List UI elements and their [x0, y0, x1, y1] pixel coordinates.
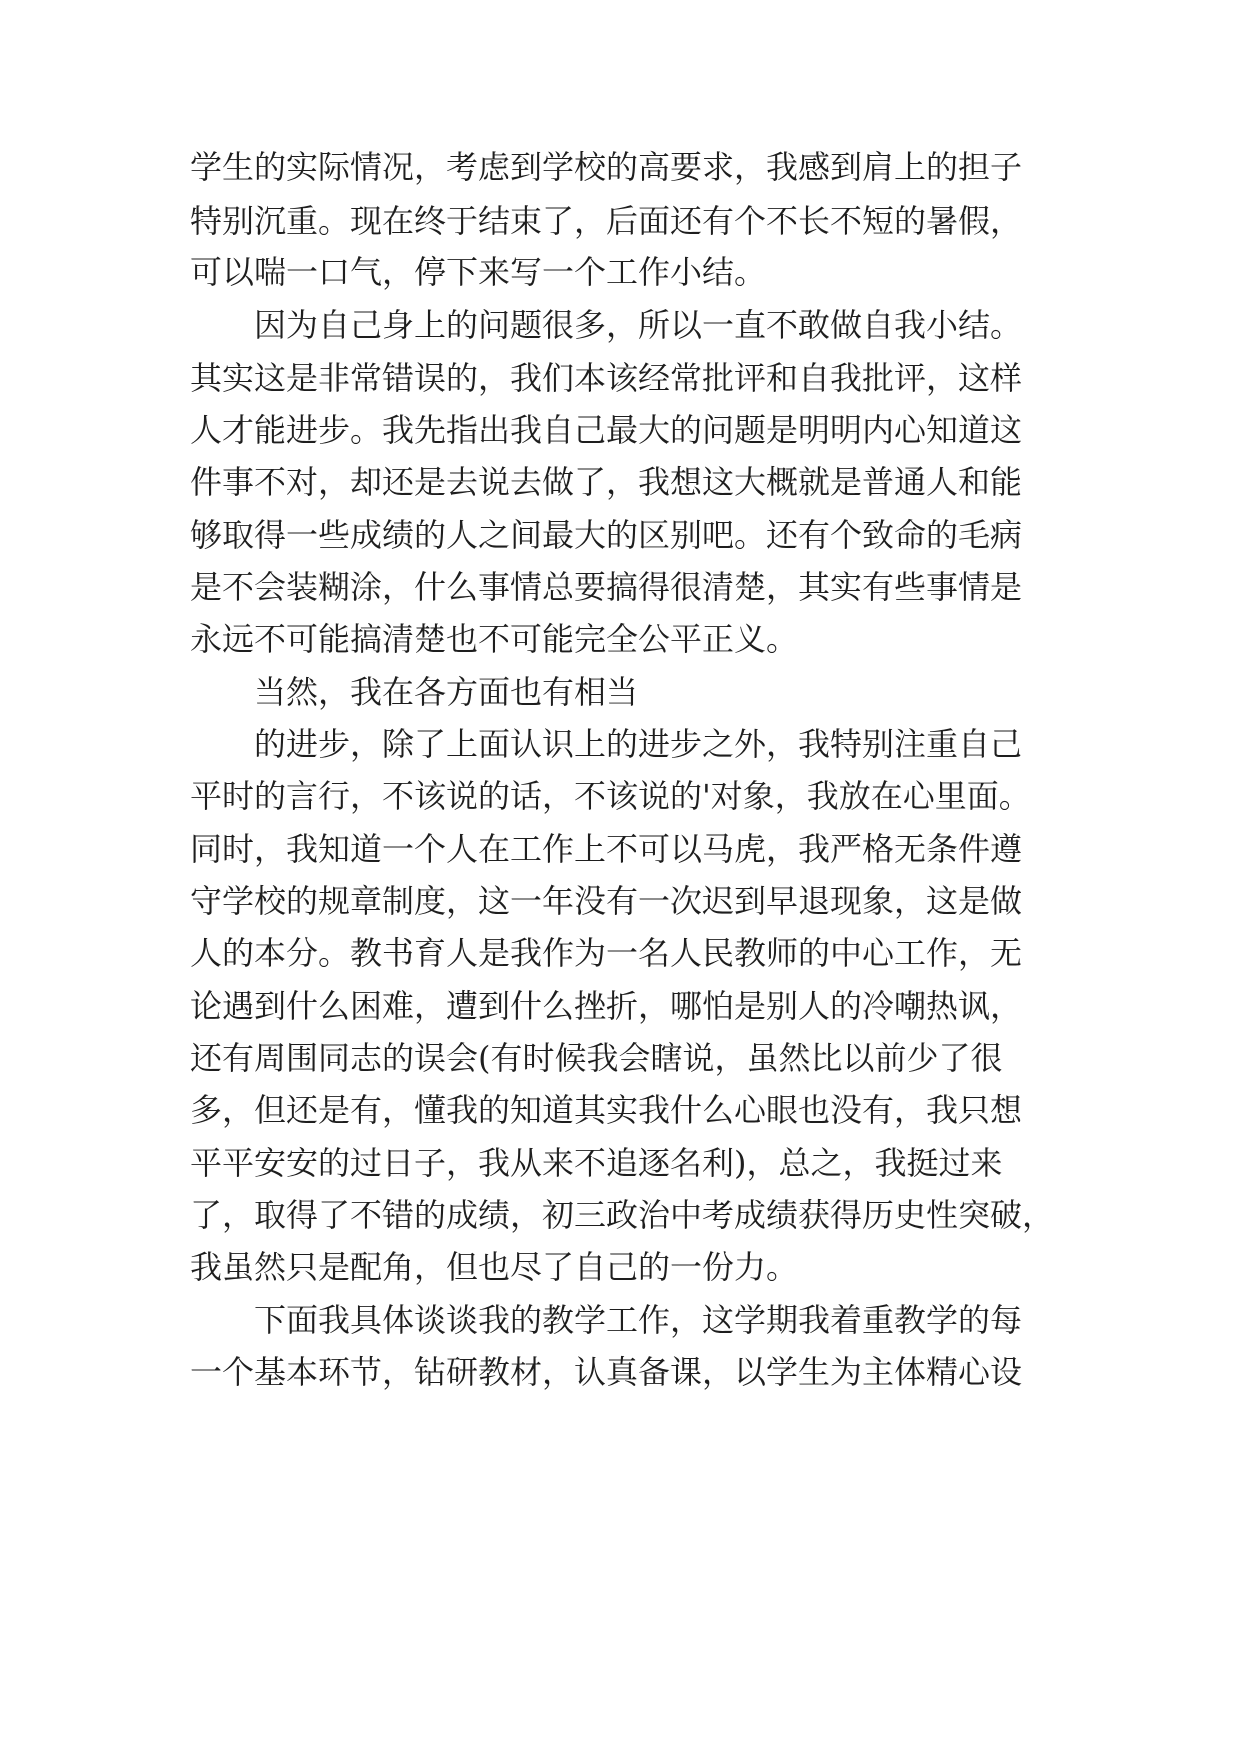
- body-text-line: 可以喘一口气，停下来写一个工作小结。: [190, 253, 767, 291]
- body-text-line: 守学校的规章制度，这一年没有一次迟到早退现象，这是做: [190, 882, 1023, 920]
- body-text-line: 论遇到什么困难，遭到什么挫折，哪怕是别人的冷嘲热讽，: [190, 987, 1023, 1025]
- body-text-line: 我虽然只是配角，但也尽了自己的一份力。: [190, 1248, 799, 1286]
- paragraph-first-line: 下面我具体谈谈我的教学工作，这学期我着重教学的每: [254, 1301, 1023, 1339]
- body-text-line: 平平安安的过日子，我从来不追逐名利)，总之，我挺过来: [190, 1144, 1003, 1182]
- body-text-line: 还有周围同志的误会(有时候我会瞎说，虽然比以前少了很: [190, 1039, 1003, 1077]
- body-text-line: 特别沉重。现在终于结束了，后面还有个不长不短的暑假，: [190, 202, 1023, 240]
- body-text-line: 够取得一些成绩的人之间最大的区别吧。还有个致命的毛病: [190, 516, 1023, 554]
- body-text-line: 平时的言行，不该说的话，不该说的'对象，我放在心里面。: [190, 777, 1031, 815]
- body-text-line: 是不会装糊涂，什么事情总要搞得很清楚，其实有些事情是: [190, 568, 1023, 606]
- body-text-line: 件事不对，却还是去说去做了，我想这大概就是普通人和能: [190, 463, 1023, 501]
- paragraph-first-line: 的进步，除了上面认识上的进步之外，我特别注重自己: [254, 725, 1023, 763]
- body-text-line: 了，取得了不错的成绩，初三政治中考成绩获得历史性突破，: [190, 1196, 1055, 1234]
- body-text-line: 人才能进步。我先指出我自己最大的问题是明明内心知道这: [190, 411, 1023, 449]
- body-text-line: 一个基本环节，钻研教材，认真备课，以学生为主体精心设: [190, 1353, 1023, 1391]
- body-text-line: 其实这是非常错误的，我们本该经常批评和自我批评，这样: [190, 359, 1023, 397]
- body-text-line: 同时，我知道一个人在工作上不可以马虎，我严格无条件遵: [190, 830, 1023, 868]
- body-text-line: 学生的实际情况，考虑到学校的高要求，我感到肩上的担子: [190, 148, 1023, 186]
- body-text-line: 永远不可能搞清楚也不可能完全公平正义。: [190, 620, 799, 658]
- body-text-line: 多，但还是有，懂我的知道其实我什么心眼也没有，我只想: [190, 1091, 1023, 1129]
- paragraph-first-line: 因为自己身上的问题很多，所以一直不敢做自我小结。: [254, 306, 1023, 344]
- body-text-line: 人的本分。教书育人是我作为一名人民教师的中心工作，无: [190, 934, 1023, 972]
- paragraph-first-line: 当然，我在各方面也有相当: [254, 673, 639, 711]
